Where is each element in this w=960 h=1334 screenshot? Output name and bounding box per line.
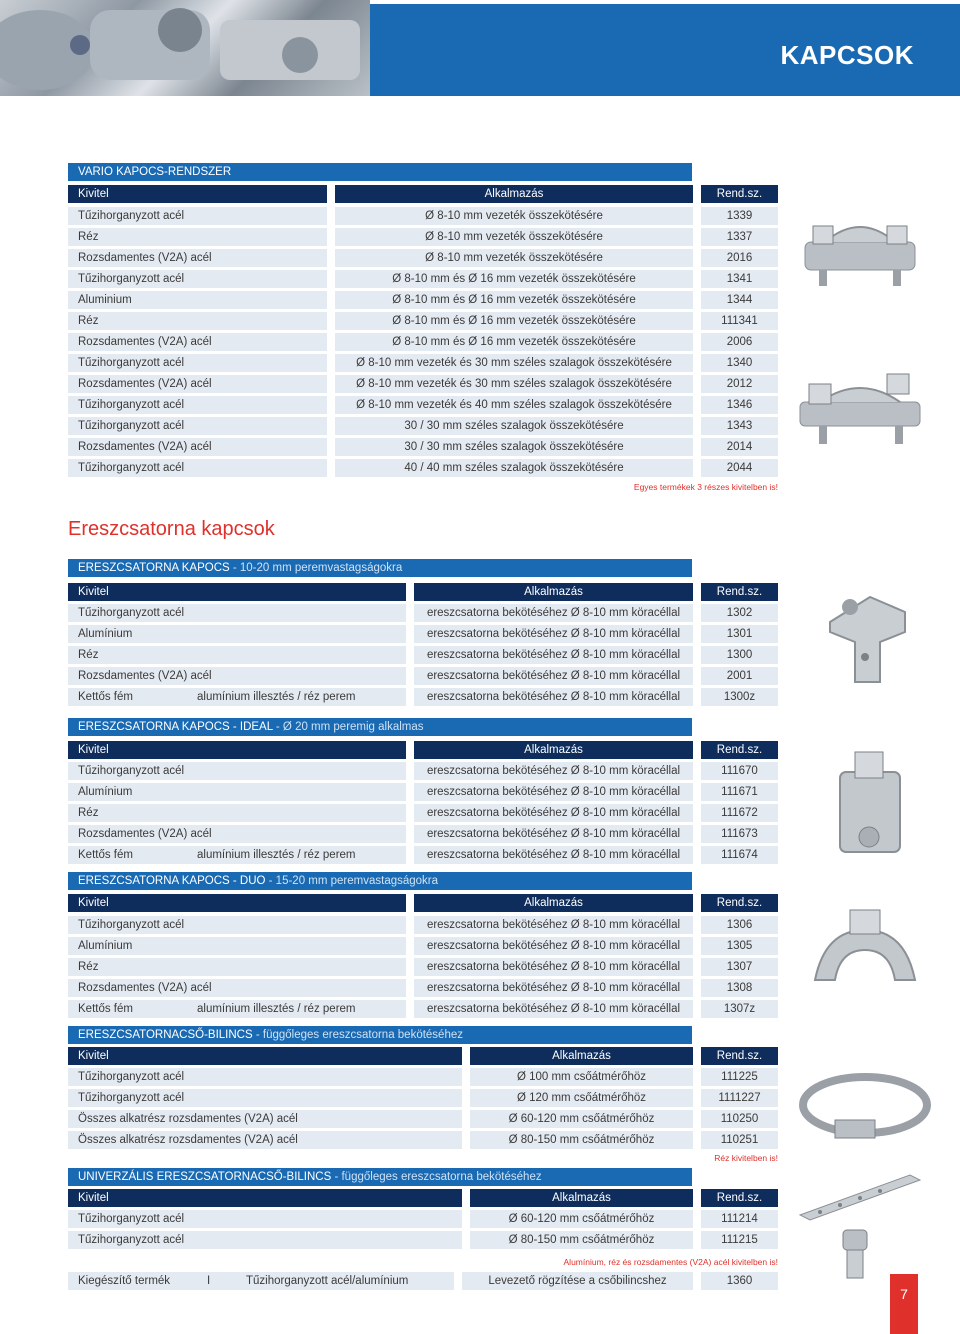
kiegeszito-code: 1360 xyxy=(701,1272,778,1290)
eresz2-title: ERESZCSATORNA KAPOCS - IDEAL xyxy=(78,721,273,733)
bilincs-row-alkalmazas: Ø 120 mm csőátmérőhöz xyxy=(470,1089,693,1107)
eresz2-row-rendsz: 111674 xyxy=(701,846,778,864)
univerzalis-row-alkalmazas: Ø 60-120 mm csőátmérőhöz xyxy=(470,1210,693,1228)
bilincs-header-rendsz: Rend.sz. xyxy=(701,1047,778,1065)
vario-row-rendsz: 2044 xyxy=(701,459,778,477)
vario-row-alkalmazas: Ø 8-10 mm vezeték összekötésére xyxy=(335,249,693,267)
univerzalis-header-kivitel: Kivitel xyxy=(68,1189,462,1207)
bilincs-row-kivitel: Összes alkatrész rozsdamentes (V2A) acél xyxy=(68,1131,462,1149)
vario-row-rendsz: 1346 xyxy=(701,396,778,414)
vario-header-alkalmazas: Alkalmazás xyxy=(335,185,693,203)
vario-row-rendsz: 1341 xyxy=(701,270,778,288)
pipe-clamp-band-image xyxy=(795,1060,935,1150)
eresz2-row-alkalmazas: ereszcsatorna bekötéséhez Ø 8-10 mm köracéllal xyxy=(414,804,693,822)
vario-row-kivitel: Aluminium xyxy=(68,291,327,309)
vario-clamp-1-image xyxy=(795,212,925,292)
eresz2-row-rendsz: 111670 xyxy=(701,762,778,780)
vario-row-kivitel: Tűzihorganyzott acél xyxy=(68,459,327,477)
page-title: KAPCSOK xyxy=(780,40,914,70)
eresz1-section-bar xyxy=(68,559,692,577)
eresz1-row-alkalmazas: ereszcsatorna bekötéséhez Ø 8-10 mm köracéllal xyxy=(414,667,693,685)
bilincs-row-rendsz: 111225 xyxy=(701,1068,778,1086)
eresz3-row-alkalmazas: ereszcsatorna bekötéséhez Ø 8-10 mm köracéllal xyxy=(414,916,693,934)
eresz1-row-kivitel: Réz xyxy=(68,646,406,664)
vario-row-alkalmazas: Ø 8-10 mm vezeték összekötésére xyxy=(335,228,693,246)
eresz1-row-kivitel: Rozsdamentes (V2A) acél xyxy=(68,667,406,685)
bilincs-header-alkalmazas: Alkalmazás xyxy=(470,1047,693,1065)
vario-row-alkalmazas: Ø 8-10 mm vezeték összekötésére xyxy=(335,207,693,225)
eresz1-row-rendsz: 1300z xyxy=(701,688,778,706)
eresz2-row-detail: alumínium illesztés / réz perem xyxy=(197,849,356,861)
eresz2-row-kivitel: Alumínium xyxy=(68,783,406,801)
vario-row-kivitel: Réz xyxy=(68,312,327,330)
univerzalis-subtitle: - függőleges ereszcsatorna bekötéséhez xyxy=(331,1171,542,1183)
bilincs-row-alkalmazas: Ø 100 mm csőátmérőhöz xyxy=(470,1068,693,1086)
eresz3-header-kivitel: Kivitel xyxy=(68,894,406,912)
vario-row-kivitel: Tűzihorganyzott acél xyxy=(68,354,327,372)
vario-row-alkalmazas: 40 / 40 mm széles szalagok összekötésére xyxy=(335,459,693,477)
eresz1-row-rendsz: 1302 xyxy=(701,604,778,622)
kiegeszito-application: Levezető rögzítése a csőbilincshez xyxy=(462,1272,693,1290)
eresz2-row-alkalmazas: ereszcsatorna bekötéséhez Ø 8-10 mm köracéllal xyxy=(414,783,693,801)
gutter-clamp-ideal-image xyxy=(815,742,925,862)
eresz1-row-alkalmazas: ereszcsatorna bekötéséhez Ø 8-10 mm köracéllal xyxy=(414,604,693,622)
eresz2-row-rendsz: 111673 xyxy=(701,825,778,843)
vario-row-alkalmazas: Ø 8-10 mm vezeték és 30 mm széles szalagok összekötésére xyxy=(335,354,693,372)
eresz3-row-kivitel: Rozsdamentes (V2A) acél xyxy=(68,979,406,997)
eresz2-row-kivitel: Kettős fém xyxy=(68,846,406,864)
vario-row-alkalmazas: Ø 8-10 mm és Ø 16 mm vezeték összekötésére xyxy=(335,270,693,288)
vario-section-bar xyxy=(68,163,692,181)
eresz3-row-rendsz: 1307 xyxy=(701,958,778,976)
eresz3-subtitle: - 15-20 mm peremvastagságokra xyxy=(265,875,439,887)
vario-note: Egyes termékek 3 részes kivitelben is! xyxy=(633,482,778,492)
univerzalis-row-alkalmazas: Ø 80-150 mm csőátmérőhöz xyxy=(470,1231,693,1249)
vario-row-kivitel: Réz xyxy=(68,228,327,246)
gutter-clamp-image xyxy=(810,582,920,692)
vario-row-alkalmazas: 30 / 30 mm széles szalagok összekötésére xyxy=(335,438,693,456)
univerzalis-section-bar xyxy=(68,1168,692,1186)
eresz1-row-alkalmazas: ereszcsatorna bekötéséhez Ø 8-10 mm köracéllal xyxy=(414,646,693,664)
vario-row-kivitel: Rozsdamentes (V2A) acél xyxy=(68,333,327,351)
vario-row-alkalmazas: Ø 8-10 mm és Ø 16 mm vezeték összekötésére xyxy=(335,312,693,330)
eresz2-row-kivitel: Tűzihorganyzott acél xyxy=(68,762,406,780)
eresz3-row-alkalmazas: ereszcsatorna bekötéséhez Ø 8-10 mm köracéllal xyxy=(414,1000,693,1018)
eresz1-row-rendsz: 1300 xyxy=(701,646,778,664)
eresz3-title: ERESZCSATORNA KAPOCS - DUO xyxy=(78,875,266,887)
bilincs-row-kivitel: Tűzihorganyzott acél xyxy=(68,1089,462,1107)
eresz2-section-bar xyxy=(68,718,692,736)
eresz1-row-detail: alumínium illesztés / réz perem xyxy=(197,691,356,703)
bilincs-row-rendsz: 1111227 xyxy=(701,1089,778,1107)
eresz3-row-alkalmazas: ereszcsatorna bekötéséhez Ø 8-10 mm köracéllal xyxy=(414,979,693,997)
eresz2-row-rendsz: 111672 xyxy=(701,804,778,822)
kiegeszito-row xyxy=(68,1272,454,1290)
eresz1-subtitle: - 10-20 mm peremvastagságokra xyxy=(229,562,403,574)
vario-row-rendsz: 1339 xyxy=(701,207,778,225)
vario-row-rendsz: 2016 xyxy=(701,249,778,267)
eresz3-row-rendsz: 1307z xyxy=(701,1000,778,1018)
bilincs-row-alkalmazas: Ø 80-150 mm csőátmérőhöz xyxy=(470,1131,693,1149)
vario-row-alkalmazas: Ø 8-10 mm vezeték és 30 mm széles szalagok összekötésére xyxy=(335,375,693,393)
vario-row-kivitel: Tűzihorganyzott acél xyxy=(68,396,327,414)
vario-row-rendsz: 111341 xyxy=(701,312,778,330)
bilincs-title: ERESZCSATORNACSŐ-BILINCS xyxy=(78,1029,253,1041)
eresz3-row-detail: alumínium illesztés / réz perem xyxy=(197,1003,356,1015)
vario-row-alkalmazas: Ø 8-10 mm vezeték és 40 mm széles szalagok összekötésére xyxy=(335,396,693,414)
kiegeszito-material: Tűzihorganyzott acél/alumínium xyxy=(246,1275,409,1287)
eresz1-row-alkalmazas: ereszcsatorna bekötéséhez Ø 8-10 mm köracéllal xyxy=(414,688,693,706)
eresz1-row-kivitel: Tűzihorganyzott acél xyxy=(68,604,406,622)
vario-row-alkalmazas: Ø 8-10 mm és Ø 16 mm vezeték összekötésére xyxy=(335,291,693,309)
eresz1-header-alkalmazas: Alkalmazás xyxy=(414,583,693,601)
kiegeszito-separator: I xyxy=(207,1275,211,1287)
eresz2-row-kivitel: Réz xyxy=(68,804,406,822)
eresz3-row-alkalmazas: ereszcsatorna bekötéséhez Ø 8-10 mm köracéllal xyxy=(414,937,693,955)
vario-row-kivitel: Rozsdamentes (V2A) acél xyxy=(68,249,327,267)
bilincs-note: Réz kivitelben is! xyxy=(714,1153,778,1163)
universal-pipe-clamp-image xyxy=(790,1165,930,1225)
vario-row-kivitel: Rozsdamentes (V2A) acél xyxy=(68,438,327,456)
univerzalis-row-rendsz: 111214 xyxy=(701,1210,778,1228)
univerzalis-header-alkalmazas: Alkalmazás xyxy=(470,1189,693,1207)
vario-row-rendsz: 2006 xyxy=(701,333,778,351)
eresz3-row-kivitel: Réz xyxy=(68,958,406,976)
eresz3-row-kivitel: Tűzihorganyzott acél xyxy=(68,916,406,934)
vario-row-rendsz: 2014 xyxy=(701,438,778,456)
bilincs-section-bar xyxy=(68,1026,692,1044)
eresz3-row-kivitel: Kettős fém xyxy=(68,1000,406,1018)
vario-row-rendsz: 1343 xyxy=(701,417,778,435)
vario-row-alkalmazas: Ø 8-10 mm és Ø 16 mm vezeték összekötésére xyxy=(335,333,693,351)
eresz3-row-rendsz: 1306 xyxy=(701,916,778,934)
bilincs-row-alkalmazas: Ø 60-120 mm csőátmérőhöz xyxy=(470,1110,693,1128)
eresz2-row-rendsz: 111671 xyxy=(701,783,778,801)
eresz1-row-rendsz: 1301 xyxy=(701,625,778,643)
page-number: 7 xyxy=(890,1274,918,1334)
bilincs-row-kivitel: Összes alkatrész rozsdamentes (V2A) acél xyxy=(68,1110,462,1128)
vario-row-alkalmazas: 30 / 30 mm széles szalagok összekötésére xyxy=(335,417,693,435)
eresz3-row-rendsz: 1308 xyxy=(701,979,778,997)
eresz2-subtitle: - Ø 20 mm peremig alkalmas xyxy=(272,721,424,733)
eresz1-row-alkalmazas: ereszcsatorna bekötéséhez Ø 8-10 mm köracéllal xyxy=(414,625,693,643)
eresz1-title: ERESZCSATORNA KAPOCS xyxy=(78,562,230,574)
univerzalis-title: UNIVERZÁLIS ERESZCSATORNACSŐ-BILINCS xyxy=(78,1171,332,1183)
eresz3-row-alkalmazas: ereszcsatorna bekötéséhez Ø 8-10 mm köracéllal xyxy=(414,958,693,976)
eresz3-header-rendsz: Rend.sz. xyxy=(701,894,778,912)
vario-row-rendsz: 2012 xyxy=(701,375,778,393)
eresz3-row-kivitel: Alumínium xyxy=(68,937,406,955)
eresz1-row-kivitel: Alumínium xyxy=(68,625,406,643)
section-title-ereszcsatorna: Ereszcsatorna kapcsok xyxy=(68,518,275,540)
vario-row-rendsz: 1340 xyxy=(701,354,778,372)
eresz2-row-alkalmazas: ereszcsatorna bekötéséhez Ø 8-10 mm köracéllal xyxy=(414,825,693,843)
vario-row-kivitel: Rozsdamentes (V2A) acél xyxy=(68,375,327,393)
univerzalis-row-kivitel: Tűzihorganyzott acél xyxy=(68,1231,462,1249)
univerzalis-row-rendsz: 111215 xyxy=(701,1231,778,1249)
vario-section-title: VARIO KAPOCS-RENDSZER xyxy=(78,166,232,178)
vario-header-kivitel: Kivitel xyxy=(68,185,327,203)
eresz3-header-alkalmazas: Alkalmazás xyxy=(414,894,693,912)
eresz3-row-rendsz: 1305 xyxy=(701,937,778,955)
univerzalis-note: Alumínium, réz és rozsdamentes (V2A) acél kivitelben is! xyxy=(563,1257,778,1267)
vario-row-kivitel: Tűzihorganyzott acél xyxy=(68,207,327,225)
vario-row-kivitel: Tűzihorganyzott acél xyxy=(68,270,327,288)
eresz2-row-alkalmazas: ereszcsatorna bekötéséhez Ø 8-10 mm köracéllal xyxy=(414,762,693,780)
eresz2-row-kivitel: Rozsdamentes (V2A) acél xyxy=(68,825,406,843)
eresz3-section-bar xyxy=(68,872,692,890)
vario-header-rendsz: Rend.sz. xyxy=(701,185,778,203)
eresz1-header-kivitel: Kivitel xyxy=(68,583,406,601)
univerzalis-header-rendsz: Rend.sz. xyxy=(701,1189,778,1207)
eresz1-row-kivitel: Kettős fém xyxy=(68,688,406,706)
header-clamp-photo xyxy=(0,0,370,96)
connector-accessory-image xyxy=(835,1225,875,1285)
bilincs-header-kivitel: Kivitel xyxy=(68,1047,462,1065)
header-photo xyxy=(0,0,370,96)
bilincs-row-rendsz: 110250 xyxy=(701,1110,778,1128)
eresz1-header-rendsz: Rend.sz. xyxy=(701,583,778,601)
vario-row-rendsz: 1344 xyxy=(701,291,778,309)
vario-row-kivitel: Tűzihorganyzott acél xyxy=(68,417,327,435)
bilincs-subtitle: - függőleges ereszcsatorna bekötéséhez xyxy=(252,1029,463,1041)
univerzalis-row-kivitel: Tűzihorganyzott acél xyxy=(68,1210,462,1228)
eresz2-row-alkalmazas: ereszcsatorna bekötéséhez Ø 8-10 mm köracéllal xyxy=(414,846,693,864)
vario-clamp-2-image xyxy=(795,364,925,454)
eresz1-row-rendsz: 2001 xyxy=(701,667,778,685)
eresz2-header-alkalmazas: Alkalmazás xyxy=(414,741,693,759)
bilincs-row-kivitel: Tűzihorganyzott acél xyxy=(68,1068,462,1086)
eresz2-header-kivitel: Kivitel xyxy=(68,741,406,759)
eresz2-header-rendsz: Rend.sz. xyxy=(701,741,778,759)
kiegeszito-label: Kiegészítő termék xyxy=(78,1275,171,1287)
vario-row-rendsz: 1337 xyxy=(701,228,778,246)
gutter-clamp-duo-image xyxy=(805,900,925,1000)
bilincs-row-rendsz: 110251 xyxy=(701,1131,778,1149)
